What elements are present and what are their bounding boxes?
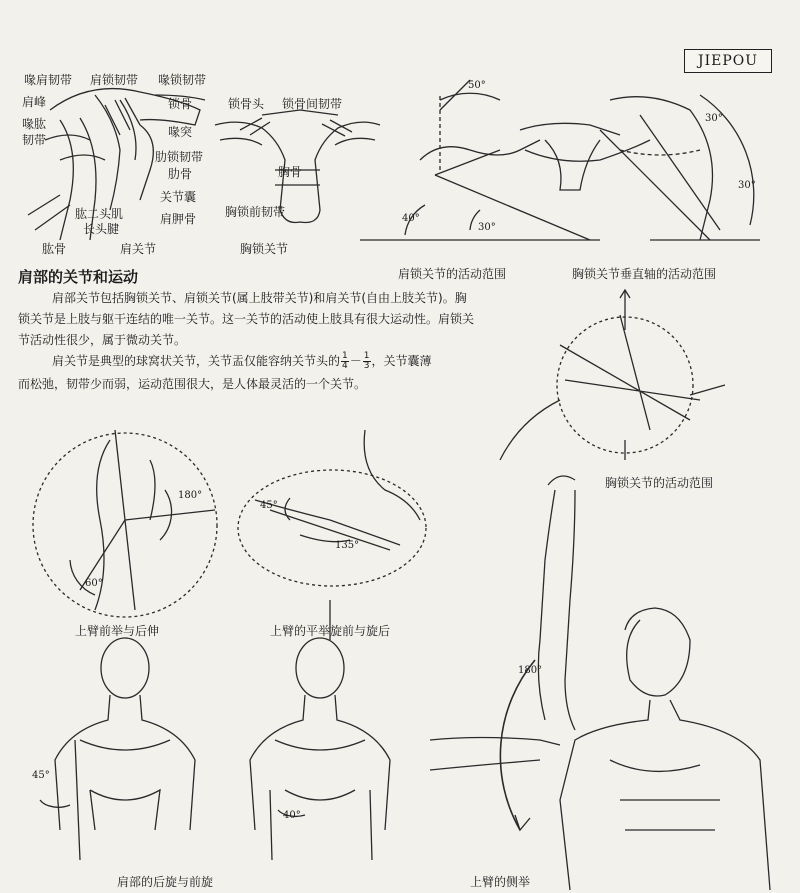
label-acromioclavicular-ligament: 肩锁韧带: [90, 73, 139, 87]
label-scapula: 肩胛骨: [160, 212, 197, 226]
degree-30-upper: 30°: [705, 113, 723, 124]
label-coracohumeral: 喙肱: [22, 117, 47, 131]
paragraph-2-text-a: 肩关节是典型的球窝状关节，关节盂仅能容纳关节头的: [52, 354, 341, 368]
degree-180-abduction: 180°: [518, 665, 543, 676]
degree-30-lower: 30°: [478, 222, 496, 233]
paragraph-2-text-b: ，关节囊薄: [371, 354, 432, 368]
paragraph-1-line-2: 锁关节是上肢与躯干连结的唯一关节。这一关节的活动使上肢具有很大运动性。肩锁关: [18, 312, 475, 326]
section-title: 肩部的关节和运动: [18, 268, 139, 286]
caption-acromio-range: 肩锁关节的活动范围: [398, 267, 507, 281]
caption-sterno-range: 胸锁关节的活动范围: [605, 476, 714, 490]
flexion-extension-drawing: [33, 430, 217, 617]
caption-lateral-raise: 上臂的侧举: [470, 875, 531, 889]
degree-180-flexion: 180°: [178, 490, 203, 501]
sterno-range-drawing: [500, 290, 725, 460]
horizontal-rotation-drawing: [238, 430, 426, 640]
paragraph-2-line-1: [52, 351, 432, 372]
rotation-figures-drawing: [40, 638, 390, 860]
label-coracoid: 喙突: [168, 125, 193, 139]
degree-50: 50°: [468, 80, 486, 91]
label-acromion: 肩峰: [22, 95, 47, 109]
lateral-raise-drawing: [430, 476, 770, 890]
label-costoclavicular-ligament: 肋锁韧带: [155, 150, 204, 164]
label-sternum: 胸骨: [278, 165, 303, 179]
degree-30-right: 30°: [738, 180, 756, 191]
degree-40-rotation: 40°: [283, 810, 301, 821]
paragraph-1-line-3: 节活动性很少，属于微动关节。: [18, 333, 187, 347]
fraction-dash: －: [349, 354, 362, 368]
caption-horizontal-rotation: 上臂的平举旋前与旋后: [270, 624, 391, 638]
label-rib: 肋骨: [168, 167, 193, 181]
caption-shoulder-rotation: 肩部的后旋与前旋: [117, 875, 214, 889]
label-humerus: 肱骨: [42, 242, 67, 256]
label-joint-capsule: 关节囊: [160, 190, 197, 204]
degree-60: 60°: [85, 578, 103, 589]
label-coracoclavicular-ligament: 喙锁韧带: [158, 73, 207, 87]
fraction-quarter: $\frac{1}{4}$: [342, 351, 348, 371]
label-sternoclavicular-joint: 胸锁关节: [240, 242, 289, 256]
degree-45-horizontal: 45°: [260, 500, 278, 511]
caption-flexion-extension: 上臂前举与后伸: [75, 624, 160, 638]
label-clavicle: 锁骨: [168, 97, 193, 111]
fraction-third: $\frac{1}{3}$: [363, 351, 370, 371]
degree-135: 135°: [335, 540, 360, 551]
paragraph-1-line-1: 肩部关节包括胸锁关节、肩锁关节(属上肢带关节)和肩关节(自由上肢关节)。胸: [52, 291, 467, 305]
degree-45-rotation: 45°: [32, 770, 50, 781]
label-ligament: 韧带: [22, 133, 47, 147]
label-shoulder-joint: 肩关节: [120, 242, 157, 256]
label-biceps-long-head: 肱二头肌: [75, 207, 124, 221]
label-tendon: 长头腱: [83, 222, 120, 236]
label-anterior-sternoclavicular-ligament: 胸锁前韧带: [225, 205, 286, 219]
paragraph-2-line-2: 而松弛，韧带少而弱，运动范围很大，是人体最灵活的一个关节。: [18, 377, 367, 391]
brand-tag: JIEPOU: [684, 49, 772, 73]
vertical-axis-drawing: [600, 95, 760, 240]
label-coracoacromial-ligament: 喙肩韧带: [24, 73, 73, 87]
degree-40: 40°: [402, 213, 420, 224]
label-clavicular-head: 锁骨头: [228, 97, 265, 111]
label-interclavicular-ligament: 锁骨间韧带: [282, 97, 343, 111]
caption-vertical-axis-range: 胸锁关节垂直轴的活动范围: [572, 267, 717, 281]
